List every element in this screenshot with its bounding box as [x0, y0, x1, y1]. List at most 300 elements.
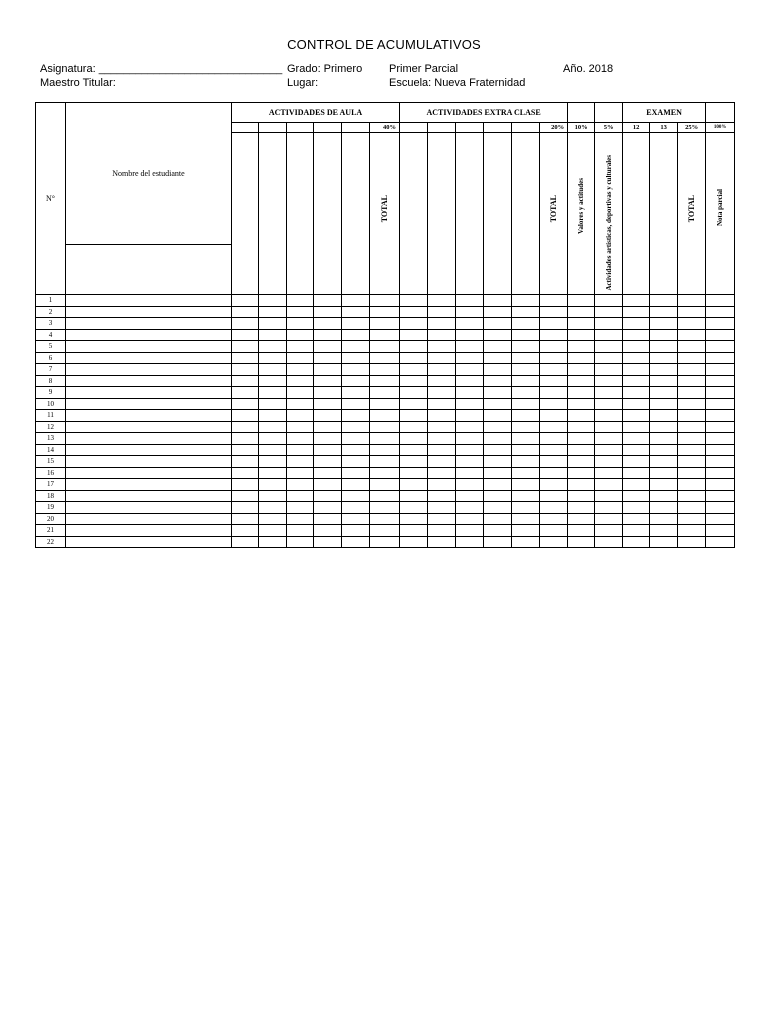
grade-cell[interactable]	[650, 364, 678, 376]
grade-cell[interactable]	[370, 295, 400, 307]
grade-cell[interactable]	[400, 364, 428, 376]
grade-cell[interactable]	[623, 421, 650, 433]
grade-cell[interactable]	[540, 490, 568, 502]
grade-cell[interactable]	[232, 490, 259, 502]
grade-cell[interactable]	[595, 398, 623, 410]
student-name-cell[interactable]	[66, 306, 232, 318]
grade-cell[interactable]	[259, 444, 287, 456]
grade-cell[interactable]	[678, 341, 706, 353]
grade-cell[interactable]	[540, 375, 568, 387]
grade-cell[interactable]	[370, 341, 400, 353]
student-name-cell[interactable]	[66, 421, 232, 433]
grade-cell[interactable]	[650, 410, 678, 422]
grade-cell[interactable]	[623, 318, 650, 330]
grade-cell[interactable]	[650, 421, 678, 433]
student-name-cell[interactable]	[66, 502, 232, 514]
grade-cell[interactable]	[678, 525, 706, 537]
grade-cell[interactable]	[595, 341, 623, 353]
grade-cell[interactable]	[678, 421, 706, 433]
grade-cell[interactable]	[370, 421, 400, 433]
grade-cell[interactable]	[287, 375, 314, 387]
grade-cell[interactable]	[706, 421, 735, 433]
grade-cell[interactable]	[287, 341, 314, 353]
grade-cell[interactable]	[428, 387, 456, 399]
grade-cell[interactable]	[540, 398, 568, 410]
grade-cell[interactable]	[314, 364, 342, 376]
grade-cell[interactable]	[540, 502, 568, 514]
grade-cell[interactable]	[342, 444, 370, 456]
grade-cell[interactable]	[568, 421, 595, 433]
grade-cell[interactable]	[568, 352, 595, 364]
grade-cell[interactable]	[370, 444, 400, 456]
grade-cell[interactable]	[456, 352, 484, 364]
grade-cell[interactable]	[342, 398, 370, 410]
grade-cell[interactable]	[232, 467, 259, 479]
grade-cell[interactable]	[456, 329, 484, 341]
grade-cell[interactable]	[706, 318, 735, 330]
grade-cell[interactable]	[428, 456, 456, 468]
grade-cell[interactable]	[428, 479, 456, 491]
grade-cell[interactable]	[314, 513, 342, 525]
grade-cell[interactable]	[484, 444, 512, 456]
grade-cell[interactable]	[484, 525, 512, 537]
grade-cell[interactable]	[568, 536, 595, 548]
grade-cell[interactable]	[456, 295, 484, 307]
grade-cell[interactable]	[540, 410, 568, 422]
grade-cell[interactable]	[484, 329, 512, 341]
grade-cell[interactable]	[678, 306, 706, 318]
grade-cell[interactable]	[568, 398, 595, 410]
grade-cell[interactable]	[456, 421, 484, 433]
grade-cell[interactable]	[287, 444, 314, 456]
grade-cell[interactable]	[623, 456, 650, 468]
grade-cell[interactable]	[540, 364, 568, 376]
grade-cell[interactable]	[259, 364, 287, 376]
grade-cell[interactable]	[287, 456, 314, 468]
grade-cell[interactable]	[342, 318, 370, 330]
grade-cell[interactable]	[678, 318, 706, 330]
grade-cell[interactable]	[650, 352, 678, 364]
grade-cell[interactable]	[428, 341, 456, 353]
grade-cell[interactable]	[484, 467, 512, 479]
grade-cell[interactable]	[623, 410, 650, 422]
grade-cell[interactable]	[314, 433, 342, 445]
grade-cell[interactable]	[287, 318, 314, 330]
grade-cell[interactable]	[623, 398, 650, 410]
grade-cell[interactable]	[623, 525, 650, 537]
grade-cell[interactable]	[287, 410, 314, 422]
grade-cell[interactable]	[400, 295, 428, 307]
grade-cell[interactable]	[512, 479, 540, 491]
grade-cell[interactable]	[623, 295, 650, 307]
grade-cell[interactable]	[342, 387, 370, 399]
grade-cell[interactable]	[342, 467, 370, 479]
grade-cell[interactable]	[650, 387, 678, 399]
grade-cell[interactable]	[456, 364, 484, 376]
grade-cell[interactable]	[232, 444, 259, 456]
grade-cell[interactable]	[650, 490, 678, 502]
grade-cell[interactable]	[595, 364, 623, 376]
grade-cell[interactable]	[400, 318, 428, 330]
grade-cell[interactable]	[595, 536, 623, 548]
grade-cell[interactable]	[232, 329, 259, 341]
grade-cell[interactable]	[650, 502, 678, 514]
grade-cell[interactable]	[342, 502, 370, 514]
grade-cell[interactable]	[259, 479, 287, 491]
grade-cell[interactable]	[484, 398, 512, 410]
grade-cell[interactable]	[287, 421, 314, 433]
grade-cell[interactable]	[314, 456, 342, 468]
grade-cell[interactable]	[370, 502, 400, 514]
grade-cell[interactable]	[540, 513, 568, 525]
grade-cell[interactable]	[232, 421, 259, 433]
grade-cell[interactable]	[568, 456, 595, 468]
grade-cell[interactable]	[287, 387, 314, 399]
grade-cell[interactable]	[540, 467, 568, 479]
grade-cell[interactable]	[650, 456, 678, 468]
grade-cell[interactable]	[400, 341, 428, 353]
grade-cell[interactable]	[595, 433, 623, 445]
grade-cell[interactable]	[484, 352, 512, 364]
grade-cell[interactable]	[287, 479, 314, 491]
grade-cell[interactable]	[259, 329, 287, 341]
grade-cell[interactable]	[512, 341, 540, 353]
grade-cell[interactable]	[484, 433, 512, 445]
grade-cell[interactable]	[232, 456, 259, 468]
grade-cell[interactable]	[650, 467, 678, 479]
grade-cell[interactable]	[259, 318, 287, 330]
grade-cell[interactable]	[232, 398, 259, 410]
grade-cell[interactable]	[428, 444, 456, 456]
student-name-cell[interactable]	[66, 398, 232, 410]
grade-cell[interactable]	[287, 513, 314, 525]
grade-cell[interactable]	[484, 490, 512, 502]
grade-cell[interactable]	[623, 467, 650, 479]
grade-cell[interactable]	[428, 525, 456, 537]
grade-cell[interactable]	[428, 536, 456, 548]
grade-cell[interactable]	[314, 375, 342, 387]
grade-cell[interactable]	[400, 490, 428, 502]
grade-cell[interactable]	[650, 375, 678, 387]
grade-cell[interactable]	[314, 536, 342, 548]
grade-cell[interactable]	[512, 398, 540, 410]
grade-cell[interactable]	[370, 479, 400, 491]
grade-cell[interactable]	[400, 467, 428, 479]
grade-cell[interactable]	[287, 490, 314, 502]
student-name-cell[interactable]	[66, 467, 232, 479]
grade-cell[interactable]	[342, 306, 370, 318]
grade-cell[interactable]	[484, 341, 512, 353]
grade-cell[interactable]	[623, 502, 650, 514]
grade-cell[interactable]	[706, 329, 735, 341]
student-name-cell[interactable]	[66, 536, 232, 548]
grade-cell[interactable]	[568, 525, 595, 537]
grade-cell[interactable]	[314, 525, 342, 537]
grade-cell[interactable]	[370, 318, 400, 330]
student-name-cell[interactable]	[66, 341, 232, 353]
grade-cell[interactable]	[650, 398, 678, 410]
grade-cell[interactable]	[706, 536, 735, 548]
grade-cell[interactable]	[484, 364, 512, 376]
grade-cell[interactable]	[400, 398, 428, 410]
grade-cell[interactable]	[623, 513, 650, 525]
grade-cell[interactable]	[512, 387, 540, 399]
grade-cell[interactable]	[370, 375, 400, 387]
grade-cell[interactable]	[428, 467, 456, 479]
grade-cell[interactable]	[568, 467, 595, 479]
grade-cell[interactable]	[370, 490, 400, 502]
grade-cell[interactable]	[623, 387, 650, 399]
grade-cell[interactable]	[484, 375, 512, 387]
grade-cell[interactable]	[456, 375, 484, 387]
grade-cell[interactable]	[650, 306, 678, 318]
grade-cell[interactable]	[595, 490, 623, 502]
grade-cell[interactable]	[568, 479, 595, 491]
student-name-cell[interactable]	[66, 329, 232, 341]
grade-cell[interactable]	[456, 433, 484, 445]
grade-cell[interactable]	[400, 375, 428, 387]
grade-cell[interactable]	[370, 536, 400, 548]
grade-cell[interactable]	[623, 444, 650, 456]
grade-cell[interactable]	[342, 410, 370, 422]
grade-cell[interactable]	[568, 490, 595, 502]
grade-cell[interactable]	[623, 329, 650, 341]
grade-cell[interactable]	[314, 306, 342, 318]
grade-cell[interactable]	[259, 525, 287, 537]
grade-cell[interactable]	[342, 421, 370, 433]
grade-cell[interactable]	[678, 444, 706, 456]
grade-cell[interactable]	[456, 536, 484, 548]
grade-cell[interactable]	[456, 525, 484, 537]
grade-cell[interactable]	[400, 456, 428, 468]
student-name-cell[interactable]	[66, 318, 232, 330]
grade-cell[interactable]	[232, 295, 259, 307]
grade-cell[interactable]	[512, 421, 540, 433]
grade-cell[interactable]	[512, 513, 540, 525]
grade-cell[interactable]	[595, 502, 623, 514]
grade-cell[interactable]	[568, 433, 595, 445]
grade-cell[interactable]	[259, 352, 287, 364]
grade-cell[interactable]	[314, 352, 342, 364]
grade-cell[interactable]	[678, 536, 706, 548]
grade-cell[interactable]	[595, 410, 623, 422]
grade-cell[interactable]	[342, 295, 370, 307]
grade-cell[interactable]	[259, 341, 287, 353]
grade-cell[interactable]	[287, 433, 314, 445]
grade-cell[interactable]	[540, 352, 568, 364]
grade-cell[interactable]	[568, 502, 595, 514]
grade-cell[interactable]	[706, 364, 735, 376]
grade-cell[interactable]	[706, 398, 735, 410]
grade-cell[interactable]	[428, 375, 456, 387]
grade-cell[interactable]	[595, 467, 623, 479]
grade-cell[interactable]	[232, 502, 259, 514]
grade-cell[interactable]	[706, 444, 735, 456]
student-name-cell[interactable]	[66, 364, 232, 376]
grade-cell[interactable]	[370, 467, 400, 479]
grade-cell[interactable]	[456, 467, 484, 479]
grade-cell[interactable]	[342, 490, 370, 502]
grade-cell[interactable]	[512, 410, 540, 422]
grade-cell[interactable]	[540, 444, 568, 456]
grade-cell[interactable]	[314, 444, 342, 456]
grade-cell[interactable]	[595, 318, 623, 330]
grade-cell[interactable]	[650, 444, 678, 456]
grade-cell[interactable]	[484, 421, 512, 433]
grade-cell[interactable]	[650, 295, 678, 307]
grade-cell[interactable]	[706, 341, 735, 353]
grade-cell[interactable]	[456, 490, 484, 502]
grade-cell[interactable]	[456, 513, 484, 525]
grade-cell[interactable]	[595, 444, 623, 456]
student-name-cell[interactable]	[66, 433, 232, 445]
grade-cell[interactable]	[568, 387, 595, 399]
grade-cell[interactable]	[678, 502, 706, 514]
grade-cell[interactable]	[232, 341, 259, 353]
grade-cell[interactable]	[678, 433, 706, 445]
grade-cell[interactable]	[484, 456, 512, 468]
grade-cell[interactable]	[678, 410, 706, 422]
grade-cell[interactable]	[678, 513, 706, 525]
grade-cell[interactable]	[370, 364, 400, 376]
grade-cell[interactable]	[428, 398, 456, 410]
grade-cell[interactable]	[428, 318, 456, 330]
grade-cell[interactable]	[259, 456, 287, 468]
student-name-cell[interactable]	[66, 525, 232, 537]
grade-cell[interactable]	[400, 387, 428, 399]
grade-cell[interactable]	[568, 318, 595, 330]
grade-cell[interactable]	[540, 479, 568, 491]
grade-cell[interactable]	[623, 490, 650, 502]
grade-cell[interactable]	[342, 364, 370, 376]
grade-cell[interactable]	[678, 479, 706, 491]
grade-cell[interactable]	[428, 421, 456, 433]
grade-cell[interactable]	[540, 329, 568, 341]
grade-cell[interactable]	[400, 329, 428, 341]
grade-cell[interactable]	[512, 318, 540, 330]
student-name-cell[interactable]	[66, 456, 232, 468]
grade-cell[interactable]	[540, 341, 568, 353]
grade-cell[interactable]	[456, 341, 484, 353]
student-name-cell[interactable]	[66, 490, 232, 502]
grade-cell[interactable]	[595, 295, 623, 307]
grade-cell[interactable]	[706, 525, 735, 537]
grade-cell[interactable]	[342, 329, 370, 341]
grade-cell[interactable]	[706, 306, 735, 318]
grade-cell[interactable]	[678, 387, 706, 399]
student-name-cell[interactable]	[66, 375, 232, 387]
grade-cell[interactable]	[512, 467, 540, 479]
grade-cell[interactable]	[428, 352, 456, 364]
grade-cell[interactable]	[706, 352, 735, 364]
grade-cell[interactable]	[314, 398, 342, 410]
grade-cell[interactable]	[314, 387, 342, 399]
grade-cell[interactable]	[623, 433, 650, 445]
grade-cell[interactable]	[232, 525, 259, 537]
grade-cell[interactable]	[706, 456, 735, 468]
grade-cell[interactable]	[540, 456, 568, 468]
grade-cell[interactable]	[512, 352, 540, 364]
grade-cell[interactable]	[370, 456, 400, 468]
grade-cell[interactable]	[568, 341, 595, 353]
grade-cell[interactable]	[259, 490, 287, 502]
grade-cell[interactable]	[259, 433, 287, 445]
grade-cell[interactable]	[400, 479, 428, 491]
student-name-cell[interactable]	[66, 410, 232, 422]
grade-cell[interactable]	[678, 375, 706, 387]
grade-cell[interactable]	[342, 479, 370, 491]
grade-cell[interactable]	[400, 525, 428, 537]
grade-cell[interactable]	[342, 341, 370, 353]
grade-cell[interactable]	[400, 502, 428, 514]
grade-cell[interactable]	[595, 456, 623, 468]
grade-cell[interactable]	[259, 387, 287, 399]
grade-cell[interactable]	[232, 375, 259, 387]
grade-cell[interactable]	[706, 433, 735, 445]
grade-cell[interactable]	[484, 410, 512, 422]
grade-cell[interactable]	[512, 502, 540, 514]
grade-cell[interactable]	[314, 329, 342, 341]
grade-cell[interactable]	[456, 479, 484, 491]
grade-cell[interactable]	[287, 329, 314, 341]
grade-cell[interactable]	[623, 352, 650, 364]
grade-cell[interactable]	[232, 433, 259, 445]
grade-cell[interactable]	[287, 364, 314, 376]
grade-cell[interactable]	[678, 352, 706, 364]
grade-cell[interactable]	[232, 318, 259, 330]
grade-cell[interactable]	[568, 410, 595, 422]
grade-cell[interactable]	[540, 433, 568, 445]
grade-cell[interactable]	[540, 295, 568, 307]
grade-cell[interactable]	[568, 306, 595, 318]
grade-cell[interactable]	[314, 341, 342, 353]
grade-cell[interactable]	[540, 387, 568, 399]
grade-cell[interactable]	[428, 364, 456, 376]
grade-cell[interactable]	[232, 536, 259, 548]
grade-cell[interactable]	[400, 433, 428, 445]
grade-cell[interactable]	[342, 525, 370, 537]
grade-cell[interactable]	[314, 502, 342, 514]
grade-cell[interactable]	[342, 456, 370, 468]
grade-cell[interactable]	[287, 295, 314, 307]
grade-cell[interactable]	[512, 456, 540, 468]
grade-cell[interactable]	[400, 444, 428, 456]
grade-cell[interactable]	[512, 444, 540, 456]
grade-cell[interactable]	[232, 306, 259, 318]
grade-cell[interactable]	[400, 536, 428, 548]
grade-cell[interactable]	[484, 318, 512, 330]
grade-cell[interactable]	[512, 329, 540, 341]
grade-cell[interactable]	[370, 398, 400, 410]
grade-cell[interactable]	[400, 410, 428, 422]
grade-cell[interactable]	[568, 329, 595, 341]
grade-cell[interactable]	[287, 352, 314, 364]
grade-cell[interactable]	[314, 467, 342, 479]
grade-cell[interactable]	[678, 456, 706, 468]
grade-cell[interactable]	[428, 502, 456, 514]
grade-cell[interactable]	[595, 387, 623, 399]
grade-cell[interactable]	[706, 502, 735, 514]
grade-cell[interactable]	[540, 536, 568, 548]
grade-cell[interactable]	[342, 433, 370, 445]
grade-cell[interactable]	[484, 387, 512, 399]
grade-cell[interactable]	[568, 364, 595, 376]
grade-cell[interactable]	[540, 318, 568, 330]
grade-cell[interactable]	[650, 318, 678, 330]
grade-cell[interactable]	[512, 375, 540, 387]
grade-cell[interactable]	[456, 318, 484, 330]
grade-cell[interactable]	[370, 387, 400, 399]
